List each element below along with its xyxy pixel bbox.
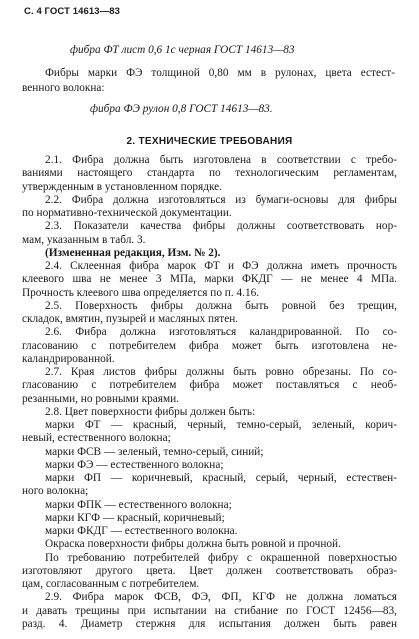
roll-text-line-2: венного волокна:	[22, 82, 105, 94]
body-line: цам, согласованным с потребителем.	[22, 578, 200, 590]
example-ft-designation: фибра ФТ лист 0,6 1с черная ГОСТ 14613—83	[70, 44, 295, 56]
body-line: утвержденным в установленном порядке.	[22, 180, 223, 193]
body-line: гласованию с потребителем фибра может быть изготовлена не-	[22, 339, 397, 352]
body-line: и давать трещины при испытании на стибание по ГОСТ 12456—83,	[22, 604, 397, 617]
body-line: мам, указанным в табл. 3.	[22, 233, 146, 246]
body-line: клеевого шва не менее 3 МПа, марки ФКДГ — не менее 4 МПа.	[22, 273, 397, 286]
body-line: марки ФП — коричневый, красный, серый, черный, естествен-	[45, 472, 397, 484]
body-line: По требованию потребителей фибру с окрашенной поверхностью	[45, 551, 397, 564]
body-line: 2.7. Края листов фибры должны быть ровно обрезаны. По со-	[45, 366, 397, 378]
body-line: 2.4. Склеенная фибра марок ФТ и ФЭ должна иметь прочность	[45, 260, 397, 272]
body-line: по нормативно-технической документации.	[22, 207, 232, 219]
body-line: марки ФКДГ — естественного волокна.	[45, 525, 238, 537]
section-title: 2. ТЕХНИЧЕСКИЕ ТРЕБОВАНИЯ	[126, 136, 293, 147]
body-line: изготовляют другого цвета. Цвет должен соответствовать образ-	[22, 564, 397, 577]
body-line: 2.6. Фибра должна изготовляться каландрированной. По со-	[45, 326, 397, 339]
page-header: С. 4 ГОСТ 14613—83	[24, 6, 121, 17]
body-line: марки КГФ — красный, коричневый;	[45, 511, 225, 524]
body-line: складок, вмятин, пузырей и масляных пятен.	[22, 313, 239, 325]
body-line: невый, естественного волокна;	[22, 432, 171, 445]
body-line: марки ФТ — красный, черный, темно-серый, зеленый, корич-	[45, 419, 397, 431]
body-line: Прочность клеевого шва определяется по п. 4.16.	[22, 286, 260, 299]
body-line: марки ФСВ — зеленый, темно-серый, синий;	[45, 445, 264, 458]
body-line: Окраска поверхности фибры должна быть ровной и прочной.	[45, 538, 341, 551]
body-line: разд. 4. Диаметр стержня для испытания должен быть равен	[22, 617, 397, 630]
body-line: резанными, но ровными краями.	[22, 392, 179, 405]
roll-text-line-1: Фибры марки ФЭ толщиной 0,80 мм в рулонах, цвета естест-	[45, 67, 395, 79]
body-line: гласованию с потребителем фибра может поставляться с необ-	[22, 379, 397, 392]
body-line: 2.8. Цвет поверхности фибры должен быть:	[45, 405, 256, 418]
body-line: 2.2. Фибра должна изготовляться из бумаги-основы для фибры	[45, 193, 397, 206]
body-line: (Измененная редакция, Изм. № 2).	[45, 246, 221, 259]
body-line: ного волокна;	[22, 485, 89, 498]
body-line: марки ФПК — естественного волокна;	[45, 498, 232, 511]
body-line: ваниями настоящего стандарта по технологическим регламентам,	[22, 167, 397, 180]
body-line: марки ФЭ — естественного волокна;	[45, 458, 224, 471]
body-line: 2.5. Поверхность фибры должна быть ровной без трещин,	[45, 299, 397, 312]
body-line: каландрированной.	[22, 352, 115, 365]
example-fe-designation: фибра ФЭ рулон 0,8 ГОСТ 14613—83.	[90, 103, 273, 115]
body-line: 2.1. Фибра должна быть изготовлена в соответствии с требо-	[45, 154, 397, 166]
body-line: 2.3. Показатели качества фибры должны соответствовать нор-	[45, 220, 397, 233]
body-line: 2.9. Фибра марок ФСВ, ФЭ, ФП, КГФ не должна ломаться	[45, 591, 397, 604]
